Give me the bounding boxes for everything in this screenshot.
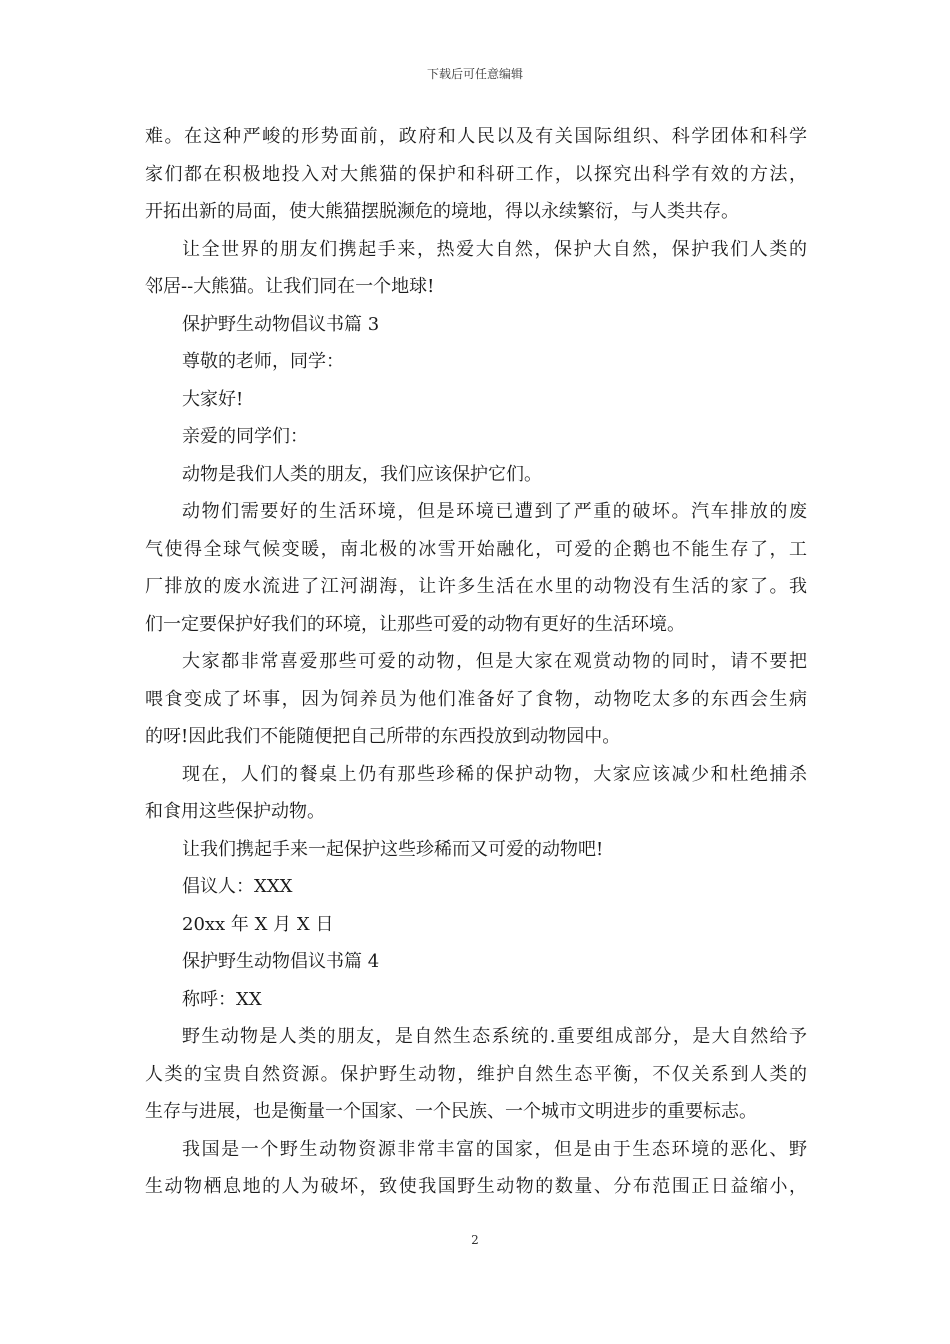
text-line: 保护野生动物倡议书篇 4	[182, 951, 380, 972]
text-line: 喂食变成了坏事，因为饲养员为他们准备好了食物，动物吃太多的东西会生病	[145, 688, 807, 710]
text-line: 20xx 年 X 月 X 日	[182, 913, 334, 935]
text-line: 倡议人：XXX	[182, 876, 293, 897]
text-line: 野生动物是人类的朋友，是自然生态系统的.重要组成部分，是大自然给予	[182, 1026, 807, 1047]
text-line: 动物们需要好的生活环境，但是环境已遭到了严重的破坏。汽车排放的废	[182, 501, 807, 522]
text-line: 亲爱的同学们：	[182, 426, 308, 447]
text-line: 的呀!因此我们不能随便把自己所带的东西投放到动物园中。	[145, 726, 621, 747]
text-line: 气使得全球气候变暖，南北极的冰雪开始融化，可爱的企鹅也不能生存了，工	[145, 538, 807, 560]
text-line: 让我们携起手来一起保护这些珍稀而又可爱的动物吧!	[182, 838, 604, 860]
document-body	[145, 118, 807, 1206]
text-line: 邻居--大熊猫。让我们同在一个地球!	[145, 276, 435, 297]
page-header: 下载后可任意编辑	[426, 67, 523, 81]
text-line: 大家都非常喜爱那些可爱的动物，但是大家在观赏动物的同时，请不要把	[182, 651, 807, 672]
text-line: 人类的宝贵自然资源。保护野生动物，维护自然生态平衡，不仅关系到人类的	[145, 1063, 807, 1085]
text-line: 生动物栖息地的人为破坏，致使我国野生动物的数量、分布范围正日益缩小，	[145, 1176, 807, 1197]
text-line: 开拓出新的局面，使大熊猫摆脱濒危的境地，得以永续繁衍，与人类共存。	[145, 201, 739, 222]
text-line: 家们都在积极地投入对大熊猫的保护和科研工作，以探究出科学有效的方法，	[145, 163, 807, 185]
text-line: 生存与进展，也是衡量一个国家、一个民族、一个城市文明进步的重要标志。	[145, 1101, 757, 1122]
text-line: 我国是一个野生动物资源非常丰富的国家，但是由于生态环境的恶化、野	[182, 1138, 807, 1160]
text-line: 厂排放的废水流进了江河湖海，让许多生活在水里的动物没有生活的家了。我	[145, 576, 807, 597]
text-line: 们一定要保护好我们的环境，让那些可爱的动物有更好的生活环境。	[145, 613, 685, 635]
text-line: 让全世界的朋友们携起手来，热爱大自然，保护大自然，保护我们人类的	[182, 238, 807, 260]
text-line: 难。在这种严峻的形势面前，政府和人民以及有关国际组织、科学团体和科学	[145, 126, 807, 147]
text-line: 和食用这些保护动物。	[145, 801, 325, 822]
text-line: 现在，人们的餐桌上仍有那些珍稀的保护动物，大家应该减少和杜绝捕杀	[182, 763, 807, 785]
text-line: 保护野生动物倡议书篇 3	[182, 313, 380, 335]
text-line: 动物是我们人类的朋友，我们应该保护它们。	[182, 463, 542, 485]
text-line: 称呼：XX	[182, 988, 262, 1010]
page-number: 2	[471, 1233, 479, 1247]
text-line: 大家好!	[182, 388, 244, 410]
text-line: 尊敬的老师，同学：	[182, 351, 344, 372]
